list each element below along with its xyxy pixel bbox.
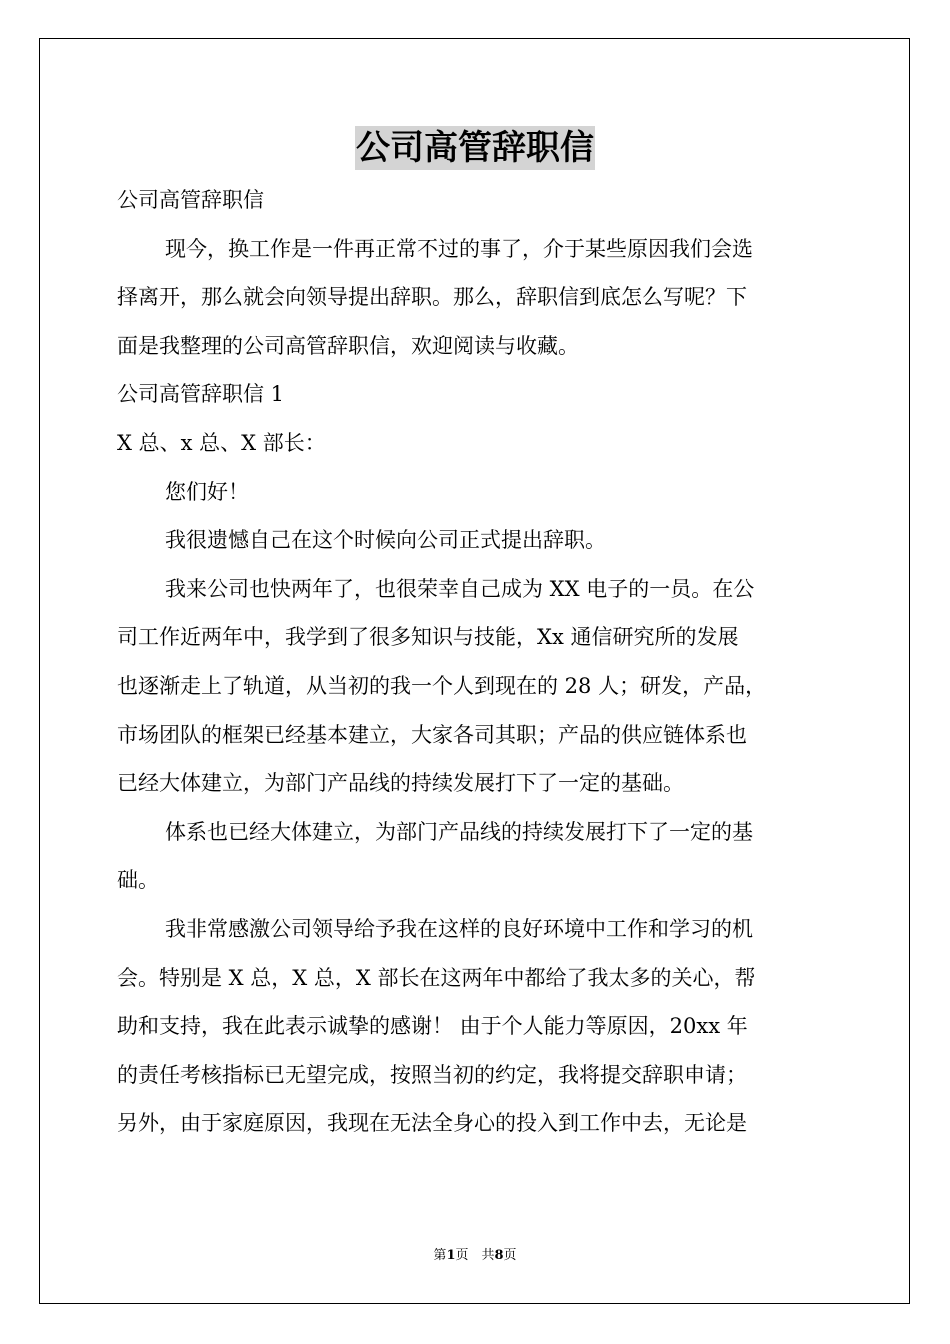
page-number-current: 1 xyxy=(446,1248,456,1263)
title-container xyxy=(0,126,950,170)
salutation: X 总、x 总、X 部长： xyxy=(117,430,326,455)
page-number-mid: 页 共 xyxy=(455,1248,495,1263)
paragraph-line: 我很遗憾自己在这个时候向公司正式提出辞职。 xyxy=(165,528,606,553)
paragraph-line: 现今，换工作是一件再正常不过的事了，介于某些原因我们会选 xyxy=(165,236,753,261)
page-number-total: 8 xyxy=(494,1248,504,1263)
page-footer xyxy=(0,1246,950,1266)
paragraph-line: 面是我整理的公司高管辞职信，欢迎阅读与收藏。 xyxy=(117,333,579,358)
paragraph-line: 择离开，那么就会向领导提出辞职。那么，辞职信到底怎么写呢？下 xyxy=(117,285,747,310)
paragraph-line: 已经大体建立，为部门产品线的持续发展打下了一定的基础。 xyxy=(117,771,684,796)
paragraph-line: 助和支持，我在此表示诚挚的感谢！ 由于个人能力等原因，20xx 年 xyxy=(117,1014,748,1039)
document-title: 公司高管辞职信 xyxy=(356,128,594,168)
paragraph-line: 我来公司也快两年了，也很荣幸自己成为 XX 电子的一员。在公 xyxy=(165,576,755,601)
paragraph-line: 我非常感激公司领导给予我在这样的良好环境中工作和学习的机 xyxy=(165,916,753,941)
page-number-prefix: 第 xyxy=(433,1248,447,1263)
paragraph-line: 司工作近两年中，我学到了很多知识与技能，Xx 通信研究所的发展 xyxy=(117,625,739,650)
document-body xyxy=(117,176,837,1148)
greeting: 您们好！ xyxy=(165,479,249,504)
paragraph-line: 的责任考核指标已无望完成，按照当初的约定，我将提交辞职申请； xyxy=(117,1062,747,1087)
paragraph-line: 也逐渐走上了轨道，从当初的我一个人到现在的 28 人；研发，产品， xyxy=(117,673,767,698)
paragraph-line: 另外，由于家庭原因，我现在无法全身心的投入到工作中去，无论是 xyxy=(117,1111,747,1136)
paragraph-line: 体系也已经大体建立，为部门产品线的持续发展打下了一定的基 xyxy=(165,819,753,844)
page-number-suffix: 页 xyxy=(503,1248,517,1263)
paragraph-line: 会。特别是 X 总，X 总，X 部长在这两年中都给了我太多的关心，帮 xyxy=(117,965,756,990)
subtitle-line: 公司高管辞职信 xyxy=(117,188,264,212)
paragraph-line: 础。 xyxy=(117,868,159,893)
paragraph-line: 市场团队的框架已经基本建立，大家各司其职；产品的供应链体系也 xyxy=(117,722,747,747)
section-heading: 公司高管辞职信 1 xyxy=(117,382,285,407)
